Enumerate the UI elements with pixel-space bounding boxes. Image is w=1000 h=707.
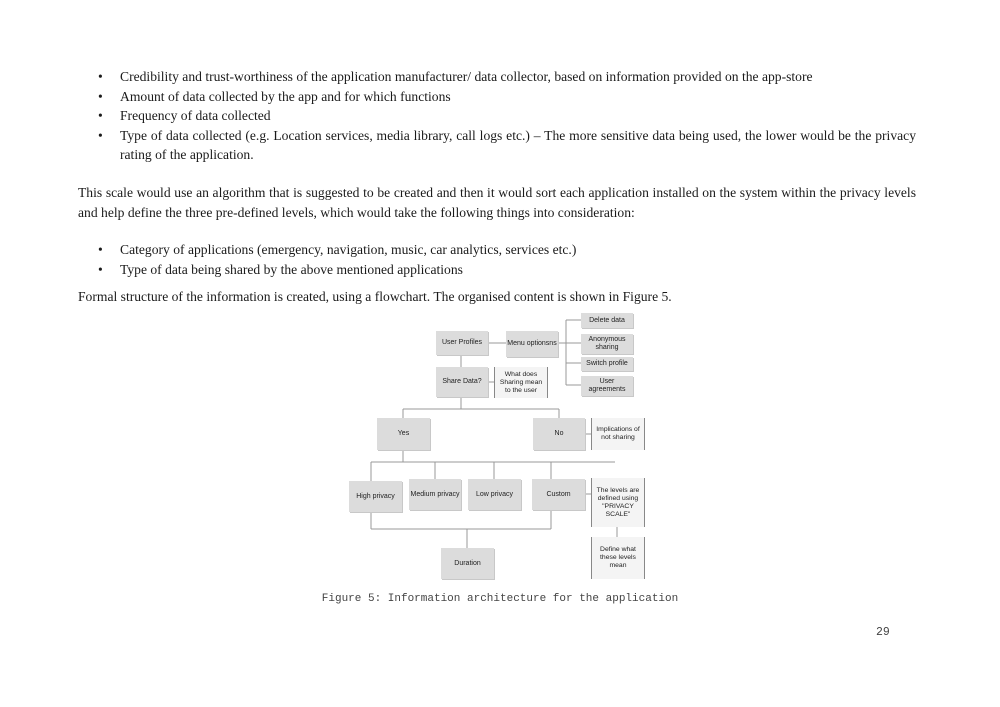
duration-node: Duration <box>441 548 494 579</box>
figure-caption: Figure 5: Information architecture for the application <box>321 593 679 605</box>
delete-data-node: Delete data <box>581 313 633 328</box>
privacy-scale-note: The levels are defined using "PRIVACY SCALE" <box>591 478 645 527</box>
menu-options-node: Menu optionsns <box>506 331 558 357</box>
anonymous-sharing-node: Anonymous sharing <box>581 334 633 354</box>
list-item: • Type of data collected (e.g. Location services, media library, call logs etc.) – The more sensitive data being used, the lower would be the privacy rating of the application. <box>78 126 916 165</box>
user-agreements-node: User agreements <box>581 376 633 396</box>
list-item: • Frequency of data collected <box>78 106 916 126</box>
scale-paragraph: This scale would use an algorithm that is suggested to be created and then it would sort each application installed on the system within the privacy levels and help define the three pre-defined levels, which would take the following things into consideration: <box>78 185 916 220</box>
list-item: • Category of applications (emergency, navigation, music, car analytics, services etc.) <box>78 240 916 260</box>
flowchart-figure <box>340 305 660 590</box>
page-number: 29 <box>876 626 890 639</box>
low-privacy-node: Low privacy <box>468 479 521 510</box>
sharing-meaning-note: What does Sharing mean to the user <box>494 367 548 398</box>
define-levels-note: Define what these levels mean <box>591 537 645 579</box>
intro-sentence: Formal structure of the information is created, using a flowchart. The organised content is shown in Figure 5. <box>78 289 672 304</box>
implications-note: Implications of not sharing <box>591 418 645 450</box>
custom-node: Custom <box>532 479 585 510</box>
consideration-list <box>78 240 916 279</box>
share-data-node: Share Data? <box>436 367 488 397</box>
criteria-list <box>78 67 916 165</box>
yes-node: Yes <box>377 418 430 450</box>
medium-privacy-node: Medium privacy <box>409 479 461 510</box>
no-node: No <box>533 418 585 450</box>
list-item: • Credibility and trust-worthiness of the application manufacturer/ data collector, based on information provided on the app-store <box>78 67 916 87</box>
list-item: • Type of data being shared by the above mentioned applications <box>78 260 916 280</box>
switch-profile-node: Switch profile <box>581 357 633 371</box>
user-profiles-node: User Profiles <box>436 331 488 355</box>
list-item: • Amount of data collected by the app and for which functions <box>78 87 916 107</box>
high-privacy-node: High privacy <box>349 481 402 512</box>
